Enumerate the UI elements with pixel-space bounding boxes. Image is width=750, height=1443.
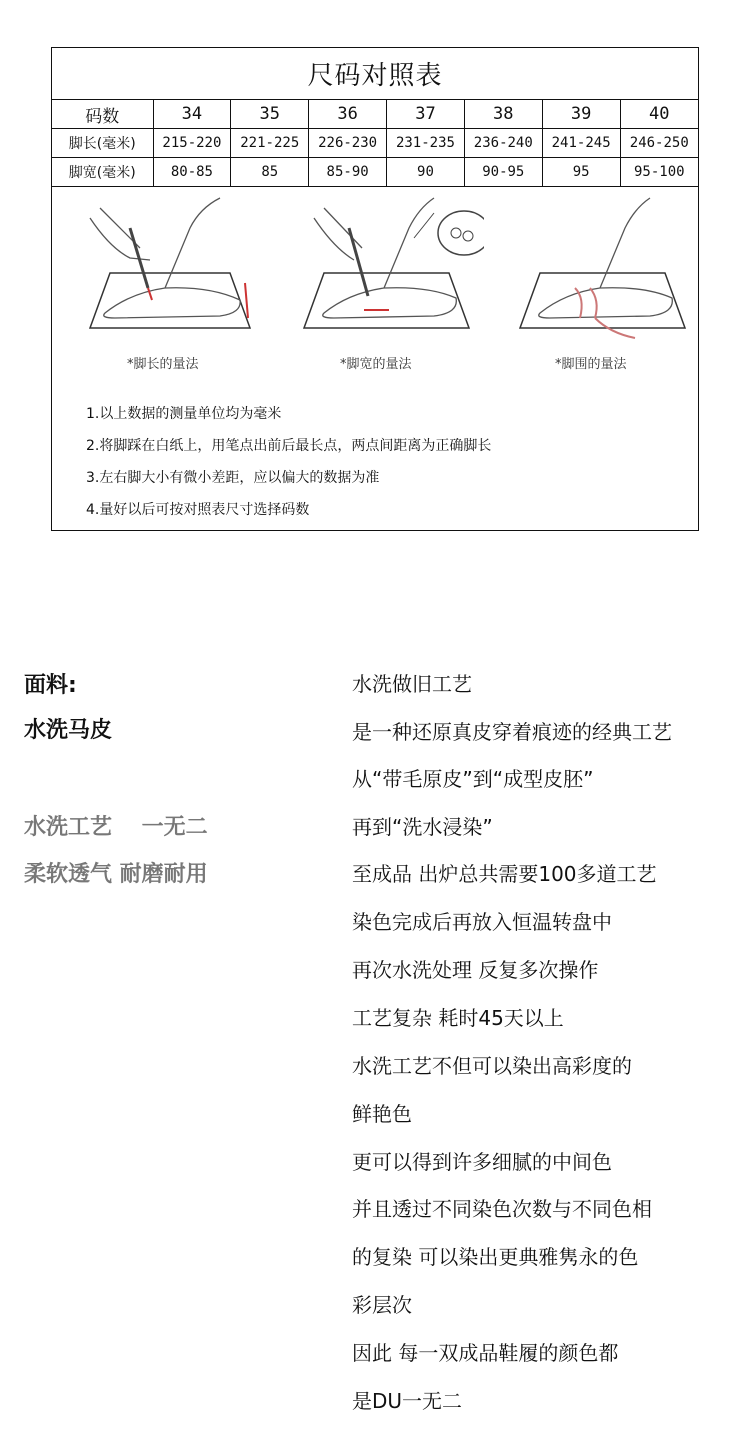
- table-row: [52, 158, 698, 187]
- caption-foot-length: *脚长的量法: [127, 357, 199, 372]
- table-cell: 40: [620, 100, 698, 129]
- description-line: 从“带毛原皮”到“成型皮胚”: [352, 767, 594, 791]
- material-feature-2: 柔软透气 耐磨耐用: [24, 862, 208, 887]
- measurement-illustrations: [52, 188, 698, 348]
- notes: [86, 398, 491, 526]
- table-cell: 231-235: [387, 129, 465, 158]
- description-line: 鲜艳色: [352, 1102, 412, 1126]
- description-line: 的复染 可以染出更典雅隽永的色: [352, 1245, 639, 1269]
- table-cell: 85-90: [309, 158, 387, 187]
- note-item: 1.以上数据的测量单位均为毫米: [86, 406, 282, 422]
- table-cell: 80-85: [153, 158, 231, 187]
- table-cell: 39: [542, 100, 620, 129]
- foot-length-measure-icon: [70, 188, 270, 348]
- foot-width-measure-icon: [284, 188, 484, 348]
- size-chart-title: 尺码对照表: [52, 48, 698, 100]
- table-cell: 221-225: [231, 129, 309, 158]
- description-line: 彩层次: [352, 1293, 412, 1317]
- description-line: 是一种还原真皮穿着痕迹的经典工艺: [352, 720, 672, 744]
- material-feature-1: 水洗工艺 一无二: [24, 815, 208, 840]
- table-cell: 34: [153, 100, 231, 129]
- table-cell: 36: [309, 100, 387, 129]
- description-line: 更可以得到许多细腻的中间色: [352, 1150, 612, 1174]
- table-cell: 95: [542, 158, 620, 187]
- note-item: 3.左右脚大小有微小差距，应以偏大的数据为准: [86, 470, 380, 486]
- table-row-header: [52, 100, 698, 129]
- material-label: 面料:: [24, 673, 77, 698]
- material-name: 水洗马皮: [24, 718, 113, 743]
- table-cell: 226-230: [309, 129, 387, 158]
- description-line: 染色完成后再放入恒温转盘中: [352, 910, 612, 934]
- table-row: [52, 129, 698, 158]
- note-item: 4.量好以后可按对照表尺寸选择码数: [86, 502, 310, 518]
- description-line: 至成品 出炉总共需要100多道工艺: [352, 862, 657, 886]
- table-cell: 37: [387, 100, 465, 129]
- table-cell: 90-95: [464, 158, 542, 187]
- description-line: 因此 每一双成品鞋履的颜色都: [352, 1341, 619, 1365]
- table-cell: 90: [387, 158, 465, 187]
- caption-foot-width: *脚宽的量法: [340, 357, 412, 372]
- size-table: [52, 100, 698, 187]
- caption-foot-girth: *脚围的量法: [555, 357, 627, 372]
- table-cell: 码数: [52, 100, 153, 129]
- table-cell: 246-250: [620, 129, 698, 158]
- table-cell: 35: [231, 100, 309, 129]
- description-line: 水洗做旧工艺: [352, 672, 472, 696]
- foot-girth-measure-icon: [500, 188, 700, 348]
- size-chart: [51, 47, 699, 531]
- table-cell: 脚宽(毫米): [52, 158, 153, 187]
- table-cell: 236-240: [464, 129, 542, 158]
- table-cell: 95-100: [620, 158, 698, 187]
- description-line: 再到“洗水浸染”: [352, 815, 493, 839]
- table-cell: 38: [464, 100, 542, 129]
- table-cell: 脚长(毫米): [52, 129, 153, 158]
- description-line: 再次水洗处理 反复多次操作: [352, 958, 599, 982]
- table-cell: 241-245: [542, 129, 620, 158]
- description-line: 工艺复杂 耗时45天以上: [352, 1006, 564, 1030]
- note-item: 2.将脚踩在白纸上，用笔点出前后最长点，两点间距离为正确脚长: [86, 438, 492, 454]
- description-line: 是DU一无二: [352, 1389, 463, 1413]
- description-line: 水洗工艺不但可以染出高彩度的: [352, 1054, 632, 1078]
- description-line: 并且透过不同染色次数与不同色相: [352, 1197, 652, 1221]
- table-cell: 85: [231, 158, 309, 187]
- table-cell: 215-220: [153, 129, 231, 158]
